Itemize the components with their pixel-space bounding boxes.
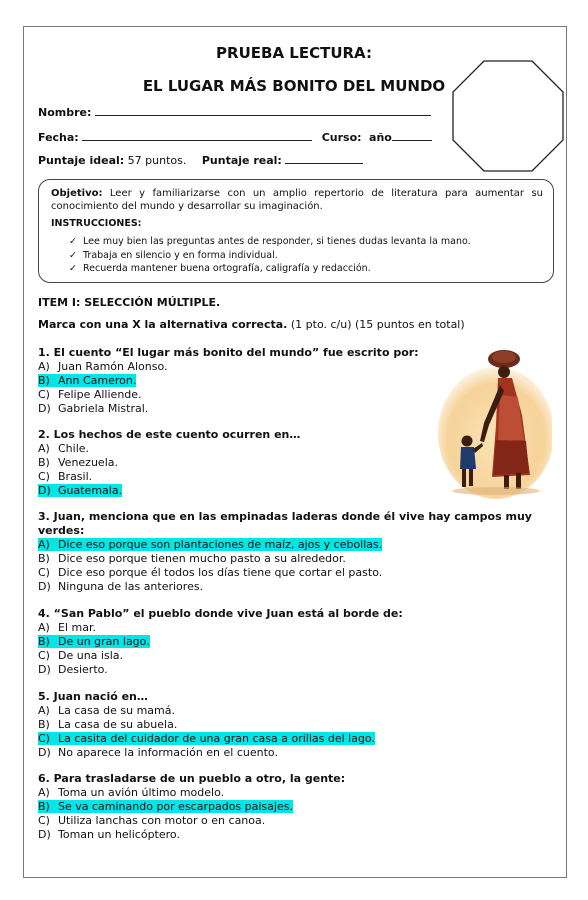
mother-and-child-illustration: [434, 345, 552, 500]
objective-body: Leer y familiarizarse con un amplio repertorio de literatura para aumentar su conocimiento del mundo y desarrollar su imaginación.: [51, 188, 543, 212]
fecha-label: Fecha:: [38, 131, 79, 144]
check-icon: ✓: [69, 263, 77, 274]
puntaje-ideal-value: 57 puntos.: [127, 154, 187, 167]
option-b[interactable]: B) Se va caminando por escarpados paisajes.: [38, 800, 293, 813]
option-d[interactable]: D) Gabriela Mistral.: [38, 402, 149, 415]
puntaje-real-label: Puntaje real:: [201, 154, 282, 167]
question-4: 4. “San Pablo” el pueblo donde vive Juan está al borde de:: [38, 607, 403, 620]
curso-label: Curso:: [321, 131, 362, 144]
question-3-options: [38, 538, 382, 594]
question-5-options: [38, 704, 375, 760]
option-b[interactable]: B) La casa de su abuela.: [38, 718, 178, 731]
question-4-options: [38, 621, 150, 677]
option-b[interactable]: B) Dice eso porque tienen mucho pasto a su alrededor.: [38, 552, 346, 565]
option-a[interactable]: A) Toma un avión último modelo.: [38, 786, 225, 799]
instruction-item: ✓ Trabaja en silencio y en forma individual.: [69, 249, 278, 261]
nombre-blank[interactable]: [95, 105, 431, 116]
puntaje-real-blank[interactable]: [285, 153, 363, 164]
option-c[interactable]: C) Dice eso porque él todos los días tiene que cortar el pasto.: [38, 566, 383, 579]
nombre-field: [38, 105, 431, 119]
octagon-score-box: [451, 59, 565, 173]
objective-text: [51, 187, 543, 213]
option-d[interactable]: D) No aparece la información en el cuento.: [38, 746, 278, 759]
option-c[interactable]: C) Felipe Alliende.: [38, 388, 142, 401]
option-b[interactable]: B) De un gran lago.: [38, 635, 150, 648]
question-1: 1. El cuento “El lugar más bonito del mundo” fue escrito por:: [38, 346, 419, 359]
title-line-1: PRUEBA LECTURA:: [216, 44, 372, 62]
instructions-list: [69, 235, 471, 276]
question-5: 5. Juan nació en…: [38, 690, 148, 703]
objective-label: Objetivo:: [51, 188, 103, 199]
objective-box: [38, 179, 554, 283]
question-2-options: [38, 442, 122, 498]
question-3-line-1: 3. Juan, menciona que en las empinadas laderas donde él vive hay campos muy: [38, 510, 532, 523]
option-b[interactable]: B) Ann Cameron.: [38, 374, 137, 387]
title-line-2: EL LUGAR MÁS BONITO DEL MUNDO: [142, 77, 446, 95]
option-c[interactable]: C) De una isla.: [38, 649, 123, 662]
option-b[interactable]: B) Venezuela.: [38, 456, 118, 469]
question-6-options: [38, 786, 293, 842]
question-2: 2. Los hechos de este cuento ocurren en…: [38, 428, 301, 441]
nombre-label: Nombre:: [38, 106, 92, 119]
fecha-field: [38, 130, 432, 144]
option-d[interactable]: D) Toman un helicóptero.: [38, 828, 180, 841]
instruction-item: ✓ Lee muy bien las preguntas antes de responder, si tienes dudas levanta la mano.: [69, 236, 471, 247]
option-a[interactable]: A) Juan Ramón Alonso.: [38, 360, 168, 373]
fecha-blank[interactable]: [82, 130, 312, 141]
option-a[interactable]: A) Chile.: [38, 442, 90, 455]
instruction-item: ✓ Recuerda mantener buena ortografía, caligrafía y redacción.: [69, 263, 371, 274]
option-a[interactable]: A) El mar.: [38, 621, 96, 634]
puntaje-ideal-label: Puntaje ideal:: [38, 154, 125, 167]
option-d[interactable]: D) Guatemala.: [38, 484, 123, 497]
option-d[interactable]: D) Desierto.: [38, 663, 108, 676]
curso-year-label: año: [369, 131, 392, 144]
option-c[interactable]: C) Utiliza lanchas con motor o en canoa.: [38, 814, 266, 827]
option-c[interactable]: C) La casita del cuidador de una gran casa a orillas del lago.: [38, 732, 375, 745]
question-3-line-2: verdes:: [38, 524, 85, 537]
section-title: ITEM I: SELECCIÓN MÚLTIPLE.: [38, 296, 221, 309]
check-icon: ✓: [69, 249, 77, 261]
question-1-options: [38, 360, 168, 416]
option-a[interactable]: A) Dice eso porque son plantaciones de maíz, ajos y cebollas.: [38, 538, 383, 551]
question-6: 6. Para trasladarse de un pueblo a otro, la gente:: [38, 772, 346, 785]
option-a[interactable]: A) La casa de su mamá.: [38, 704, 175, 717]
option-d[interactable]: D) Ninguna de las anteriores.: [38, 580, 204, 593]
option-c[interactable]: C) Brasil.: [38, 470, 93, 483]
instructions-title: INSTRUCCIONES:: [51, 218, 142, 229]
check-icon: ✓: [69, 236, 77, 247]
puntaje-field: [38, 153, 363, 167]
section-instruction: Marca con una X la alternativa correcta. (1 pto. c/u) (15 puntos en total): [38, 318, 465, 331]
curso-blank[interactable]: [392, 130, 432, 141]
